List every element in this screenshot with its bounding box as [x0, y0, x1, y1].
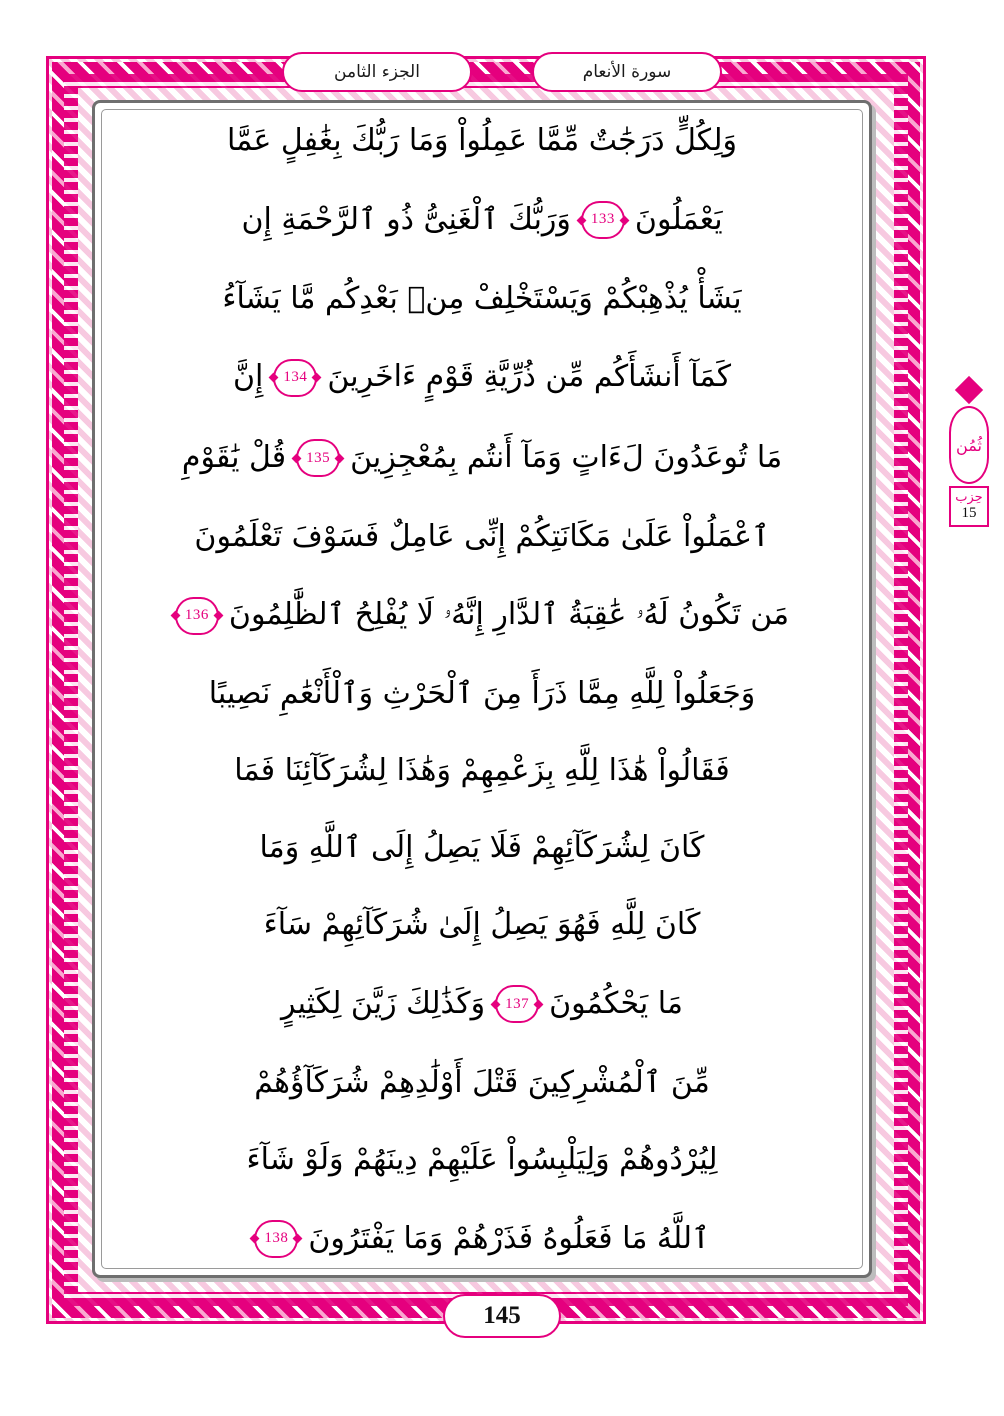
surah-cartouche — [532, 52, 722, 92]
hizb-box — [949, 486, 989, 527]
ayah-text-continued: إِنَّ — [233, 359, 264, 395]
verse-number-marker: 136 — [175, 597, 219, 635]
ayah-text: لِيُرْدُوهُمْ وَلِيَلْبِسُواْ عَلَيْهِمْ دِينَهُمْ وَلَوْ شَآءَ — [246, 1141, 718, 1177]
ayah-line — [110, 1143, 854, 1178]
ayah-text: كَانَ لِشُرَكَآئِهِمْ فَلَا يَصِلُ إِلَى ٱللَّهِ وَمَا — [259, 830, 705, 866]
surah-label: سورة الأنعام — [582, 62, 672, 82]
ayah-text: ٱللَّهُ مَا فَعَلُوهُ فَذَرْهُمْ وَمَا يَفْتَرُونَ — [308, 1220, 710, 1256]
page-number-cartouche — [443, 1294, 561, 1338]
verse-number-marker: 133 — [581, 201, 625, 239]
ayah-line — [110, 201, 854, 239]
ayah-text: وَلِكُلٍّ دَرَجَٰتٌ مِّمَّا عَمِلُواْ وَمَا رَبُّكَ بِغَٰفِلٍ عَمَّا — [227, 123, 737, 158]
ayah-text: وَجَعَلُواْ لِلَّهِ مِمَّا ذَرَأَ مِنَ ٱلْحَرْثِ وَٱلْأَنْعَٰمِ نَصِيبًا — [208, 676, 756, 712]
verse-number-marker: 137 — [495, 985, 539, 1023]
ayah-text: فَقَالُواْ هَٰذَا لِلَّهِ بِزَعْمِهِمْ وَهَٰذَا لِشُرَكَآئِنَا فَمَا — [234, 753, 730, 789]
ayah-line — [110, 677, 854, 712]
thumn-label: ثُمُن — [956, 435, 982, 455]
quran-text-block — [110, 118, 854, 1264]
ayah-line — [110, 520, 854, 555]
ayah-text: يَعْمَلُونَ — [634, 201, 723, 237]
ayah-line — [110, 831, 854, 866]
ayah-line — [110, 908, 854, 943]
ayah-text: كَمَآ أَنشَأَكُم مِّن ذُرِّيَّةِ قَوْمٍ ءَاخَرِينَ — [327, 359, 731, 395]
diamond-icon — [955, 376, 983, 404]
verse-number-marker: 138 — [254, 1220, 298, 1258]
ayah-text: مَا تُوعَدُونَ لَءَاتٍ وَمَآ أَنتُم بِمُعْجِزِينَ — [350, 439, 783, 475]
ayah-text: ٱعْمَلُواْ عَلَىٰ مَكَانَتِكُمْ إِنِّى عَامِلٌ فَسَوْفَ تَعْلَمُونَ — [194, 518, 770, 554]
ayah-text-continued: وَكَذَٰلِكَ زَيَّنَ لِكَثِيرٍ — [281, 986, 486, 1022]
hizb-number: 15 — [961, 505, 977, 521]
ayah-text: مَا يَحْكُمُونَ — [549, 986, 683, 1022]
verse-number-marker: 134 — [273, 359, 317, 397]
ayah-text: مِّنَ ٱلْمُشْرِكِينَ قَتْلَ أَوْلَٰدِهِمْ شُرَكَآؤُهُمْ — [254, 1064, 710, 1100]
ayah-text-continued: وَرَبُّكَ ٱلْغَنِىُّ ذُو ٱلرَّحْمَةِ إِن — [241, 201, 571, 237]
ayah-line — [110, 1220, 854, 1258]
ayah-line — [110, 439, 854, 477]
thumn-oval — [949, 406, 989, 484]
hizb-marker — [942, 380, 996, 527]
ayah-line — [110, 282, 854, 317]
juz-cartouche — [282, 52, 472, 92]
ayah-line — [110, 359, 854, 397]
ayah-text: كَانَ لِلَّهِ فَهُوَ يَصِلُ إِلَىٰ شُرَكَآئِهِمْ سَآءَ — [263, 907, 701, 943]
ayah-text: يَشَأْ يُذْهِبْكُمْ وَيَسْتَخْلِفْ مِنۢ بَعْدِكُم مَّا يَشَآءُ — [222, 280, 742, 316]
page-number: 145 — [483, 1302, 521, 1329]
ayah-line — [110, 124, 854, 159]
ayah-line — [110, 1066, 854, 1101]
ayah-line — [110, 985, 854, 1023]
ayah-text: مَن تَكُونُ لَهُۥ عَٰقِبَةُ ٱلدَّارِ إِنَّهُۥ لَا يُفْلِحُ ٱلظَّٰلِمُونَ — [228, 597, 790, 633]
verse-number-marker: 135 — [296, 439, 340, 477]
juz-label: الجزء الثامن — [334, 62, 420, 82]
ayah-text-continued: قُلْ يَٰقَوْمِ — [181, 439, 287, 475]
hizb-label: حِزب — [955, 490, 983, 505]
ayah-line — [110, 754, 854, 789]
ayah-line — [110, 597, 854, 635]
